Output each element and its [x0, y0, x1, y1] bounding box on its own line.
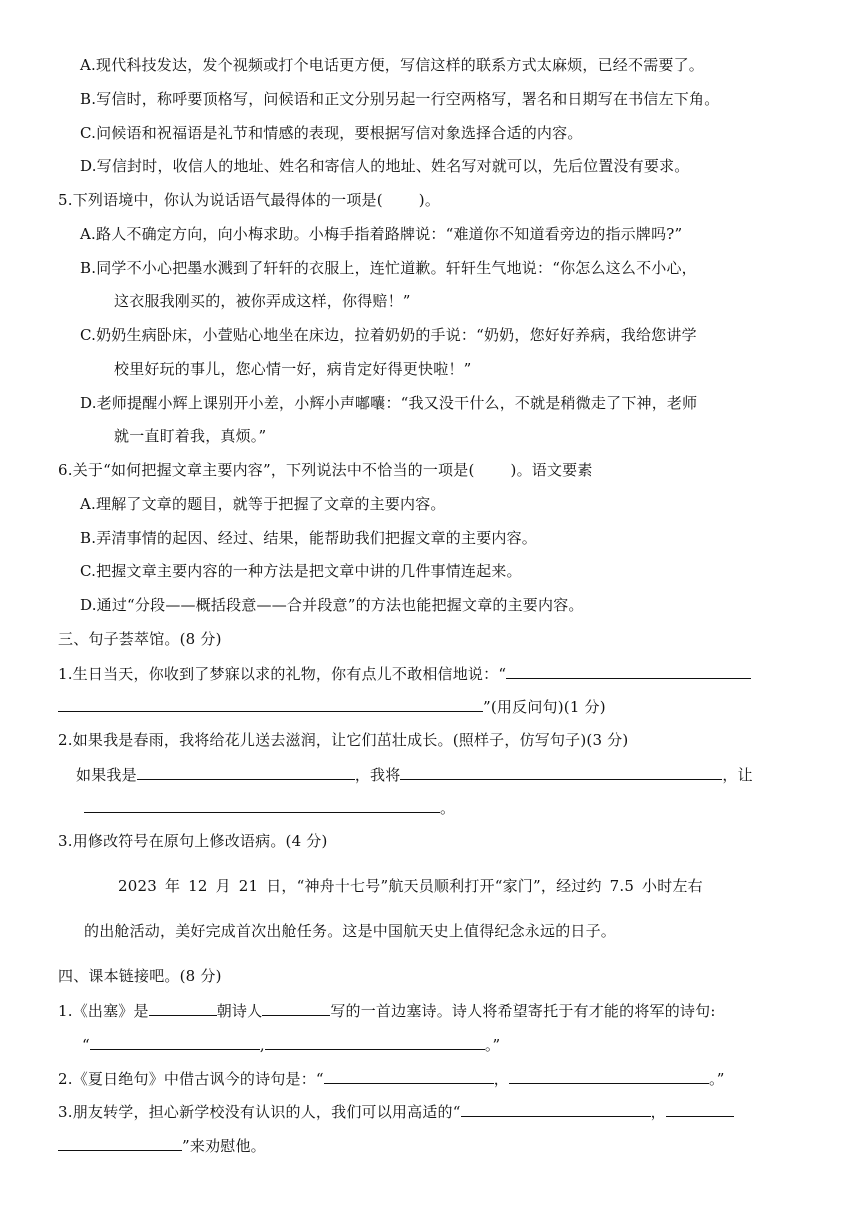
q6-stem — [58, 460, 593, 480]
s4-q1-line1 — [58, 1000, 716, 1021]
s4-q1-blank-verse-2[interactable] — [265, 1034, 485, 1050]
q4-option-b: B.写信时，称呼要顶格写，问候语和正文分别另起一行空两格写，署名和日期写在书信左下角。 — [80, 90, 720, 108]
q5-option-d-line1: D.老师提醒小辉上课别开小差，小辉小声嘟囔：“我又没干什么，不就是稍微走了下神，老师 — [80, 394, 698, 412]
s3-q2-part3: ，让 — [722, 766, 753, 784]
q6-option-a: A.理解了文章的题目，就等于把握了文章的主要内容。 — [80, 495, 446, 513]
s3-q2-part2: ，我将 — [354, 766, 401, 784]
s4-q2-line — [58, 1068, 725, 1089]
s4-q1-open-quote: “ — [82, 1036, 90, 1054]
s3-q2-part1: 如果我是 — [76, 766, 137, 784]
q4-option-d: D.写信封时，收信人的地址、姓名和寄信人的地址、姓名写对就可以，先后位置没有要求。 — [80, 157, 690, 175]
s4-q1-part-b: 朝诗人 — [216, 1002, 263, 1020]
s4-q2-blank-1[interactable] — [324, 1068, 494, 1084]
q4-option-c: C.问候语和祝福语是礼节和情感的表现，要根据写信对象选择合适的内容。 — [80, 124, 583, 142]
section4-title: 四、课本链接吧。(8 分) — [58, 967, 222, 985]
q5-option-d-line2: 就一直盯着我，真烦。” — [114, 427, 267, 445]
q5-option-c-line2: 校里好玩的事儿，您心情一好，病肯定好得更快啦！” — [114, 360, 472, 378]
q6-stem-after: )。语文要素 — [510, 461, 593, 479]
q6-option-d: D.通过“分段——概括段意——合并段意”的方法也能把握文章的主要内容。 — [80, 596, 584, 614]
s3-q2-blank-1[interactable] — [137, 764, 355, 780]
s4-q3-blank-2a[interactable] — [666, 1101, 734, 1117]
s4-q1-blank-dynasty[interactable] — [149, 1000, 217, 1016]
s4-q1-blank-poet[interactable] — [262, 1000, 330, 1016]
s4-q2-close: 。” — [709, 1070, 725, 1088]
q5-stem-after: )。 — [418, 191, 441, 209]
s4-q2-blank-2[interactable] — [509, 1068, 709, 1084]
q5-option-b-line2: 这衣服我刚买的，被你弄成这样，你得赔！” — [114, 292, 411, 310]
s4-q3-comma: ， — [650, 1103, 666, 1121]
s3-q3-sentence-line2: 的出舱活动，美好完成首次出舱任务。这是中国航天史上值得纪念永远的日子。 — [84, 922, 617, 940]
s4-q3-line2 — [58, 1135, 266, 1156]
q4-option-a: A.现代科技发达，发个视频或打个电话更方便，写信这样的联系方式太麻烦，已经不需要了。 — [80, 56, 705, 74]
s3-q2-stem: 2.如果我是春雨，我将给花儿送去滋润，让它们茁壮成长。(照样子，仿写句子)(3 分) — [58, 731, 629, 749]
s4-q2-comma: ， — [493, 1070, 509, 1088]
q5-option-c-line1: C.奶奶生病卧床，小萱贴心地坐在床边，拉着奶奶的手说：“奶奶，您好好养病，我给您讲学 — [80, 326, 697, 344]
s4-q3-blank-1[interactable] — [461, 1101, 651, 1117]
q6-stem-before: 6.关于“如何把握文章主要内容”，下列说法中不恰当的一项是( — [58, 461, 475, 479]
q5-stem — [58, 190, 440, 210]
q6-option-b: B.弄清事情的起因、经过、结果，能帮助我们把握文章的主要内容。 — [80, 529, 537, 547]
s3-q3-stem: 3.用修改符号在原句上修改语病。(4 分) — [58, 832, 328, 850]
q5-option-b-line1: B.同学不小心把墨水溅到了轩轩的衣服上，连忙道歉。轩轩生气地说：“你怎么这么不小心， — [80, 259, 697, 277]
s4-q1-line2 — [82, 1034, 500, 1055]
s4-q1-close-quote: 。” — [484, 1036, 501, 1054]
q5-option-a: A.路人不确定方向，向小梅求助。小梅手指着路牌说：“难道你不知道看旁边的指示牌吗?” — [80, 225, 683, 243]
s3-q1-stem: 1.生日当天，你收到了梦寐以求的礼物，你有点儿不敢相信地说：“ — [58, 665, 507, 683]
q5-stem-before: 5.下列语境中，你认为说话语气最得体的一项是( — [58, 191, 383, 209]
q6-option-c: C.把握文章主要内容的一种方法是把文章中讲的几件事情连起来。 — [80, 562, 522, 580]
s3-q2-line1 — [76, 764, 753, 785]
s4-q2-stem: 2.《夏日绝句》中借古讽今的诗句是：“ — [58, 1070, 324, 1088]
s4-q1-part-c: 写的一首边塞诗。诗人将希望寄托于有才能的将军的诗句: — [330, 1002, 716, 1020]
s3-q1-line2 — [58, 696, 606, 717]
s3-q3-sentence-line1: 2023 年 12 月 21 日，“神舟十七号”航天员顺利打开“家门”，经过约 7.5 小时左右 — [118, 877, 703, 895]
s4-q1-part-a: 1.《出塞》是 — [58, 1002, 149, 1020]
s4-q3-blank-2b[interactable] — [58, 1135, 182, 1151]
s3-q1-hint: ”(用反问句)(1 分) — [483, 698, 606, 716]
s3-q2-blank-2[interactable] — [400, 764, 722, 780]
s4-q3-line1 — [58, 1101, 734, 1122]
s4-q3-tail: ”来劝慰他。 — [182, 1137, 266, 1155]
s3-q2-blank-3[interactable] — [84, 797, 440, 813]
s4-q3-stem: 3.朋友转学，担心新学校没有认识的人，我们可以用高适的“ — [58, 1103, 461, 1121]
s3-q1-blank-a[interactable] — [506, 663, 751, 679]
s4-q1-blank-verse-1[interactable] — [90, 1034, 260, 1050]
s3-q2-part4: 。 — [440, 799, 456, 817]
section3-title: 三、句子荟萃馆。(8 分) — [58, 630, 222, 648]
s3-q2-line2 — [84, 797, 455, 818]
s3-q1-line1 — [58, 663, 751, 684]
s3-q1-blank-b[interactable] — [58, 696, 483, 712]
s4-q1-comma: , — [259, 1036, 265, 1054]
